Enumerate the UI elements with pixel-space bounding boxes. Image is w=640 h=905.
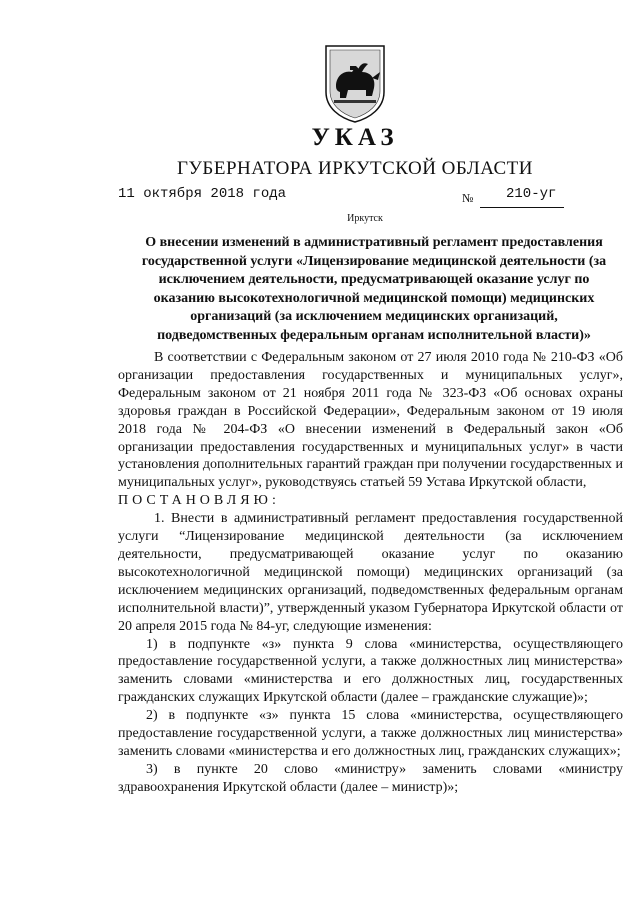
heading-line: организаций (за исключением медицинских организаций,	[190, 309, 558, 325]
document-subtitle: ГУБЕРНАТОРА ИРКУТСКОЙ ОБЛАСТИ	[177, 158, 533, 179]
heading-line: подведомственных федеральным органам исполнительной власти)»	[157, 327, 591, 343]
subitem-2-paragraph: 2) в подпункте «з» пункта 15 слова «министерства, осуществляющего предоставление государственной услуги, а также должностных лиц министерства» заменить словами «министерства и его должностных лиц, гражданских служащих»;	[118, 708, 623, 759]
heading-line: О внесении изменений в административный регламент предоставления	[145, 235, 603, 250]
preamble-paragraph: В соответствии с Федеральным законом от 27 июля 2010 года № 210-ФЗ «Об организации предоставления государственных и муниципальных услуг», Федеральным законом от 21 ноября 2011 года № 323-ФЗ «Об основах охраны здоровья граждан в Российской Федерации», Федеральным законом от 19 июля 2018 года № 204-ФЗ «О внесении изменений в Федеральный закон «Об организации предоставления государственных и муниципальных услуг» в части установления дополнительных гарантий граждан при получении государственных и муниципальных услуг», руководствуясь статьей 59 Устава Иркутской области,	[118, 350, 623, 491]
heading-line: исключением деятельности, предусматривающей оказание услуг по	[158, 272, 590, 288]
heading-line: оказанию высокотехнологичной медицинской помощи) медицинских	[153, 290, 595, 306]
document-heading	[104, 234, 640, 346]
item-1-paragraph: 1. Внести в административный регламент предоставления государственной услуги “Лицензирование медицинской деятельности (за исключением деятельности, предусматривающей оказание услуг по оказанию высокотехнологичной медицинской помощи) медицинских организаций (за исключением медицинских организаций, подведомственных федеральным органам исполнительной власти)”, утвержденный указом Губернатора Иркутской области от 20 апреля 2015 года № 84-уг, следующие изменения:	[118, 511, 623, 634]
subitem-3-paragraph: 3) в пункте 20 слово «министру» заменить словами «министру здравоохранения Иркутской области (далее – министр)»;	[118, 761, 623, 795]
document-date: 11 октября 2018 года	[118, 186, 287, 202]
document-city: Иркутск	[347, 213, 383, 224]
subitem-1-paragraph: 1) в подпункте «з» пункта 9 слова «министерства, осуществляющего предоставление государственной услуги, а также должностных лиц министерства» заменить словами «министерства и его должностных лиц, государственных гражданских служащих Иркутской области (далее – гражданские служащие)»;	[118, 636, 623, 706]
number-underline	[480, 207, 564, 208]
decree-word: ПОСТАНОВЛЯЮ:	[118, 493, 280, 509]
document-body	[118, 349, 623, 797]
heading-line: государственной услуги «Лицензирование медицинской деятельности (за	[141, 253, 607, 269]
document-title: УКАЗ	[311, 124, 399, 151]
document-number: 210-уг	[506, 186, 557, 202]
number-sign: №	[462, 191, 474, 205]
coat-of-arms-icon	[322, 42, 388, 124]
